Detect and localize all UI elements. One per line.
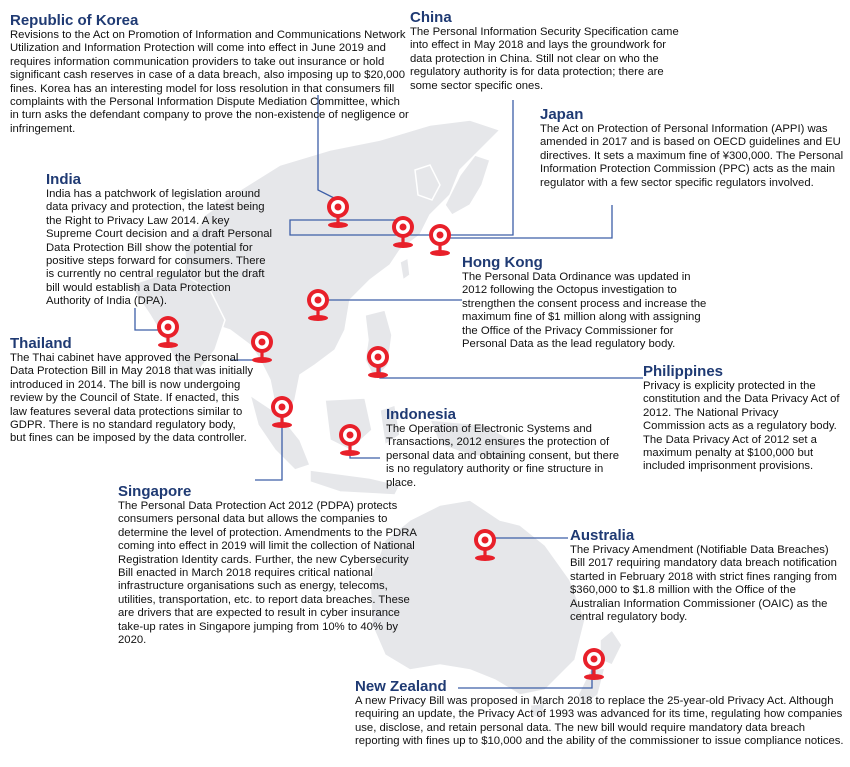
region-china [410, 9, 684, 93]
pin-china-icon [392, 216, 414, 248]
region-text: Revisions to the Act on Promotion of Information and Communications Network Utilization and Information Protection will come into effect in June 2019 and requires information communication providers to take out insurance or hold significant cash reserves in case of a data breach, also imposing up to $20,000 fines. Korea has an interesting model for loss resolution in that consumers fill complaints with the Personal Information Dispute Mediation Committee, which in turn asks the defendant company to prove the non-existence of negligence or infringement. [10, 29, 409, 135]
region-text: The Privacy Amendment (Notifiable Data Breaches) Bill 2017 requiring mandatory data breach notification started in February 2018 with strict fines ranging from $360,000 to $1.8 million with the Office of the Australian Information Commissioner (OAIC) as the central regulatory body. [570, 544, 837, 624]
region-thailand [10, 335, 253, 446]
pin-japan-icon [429, 224, 451, 256]
region-korea [10, 12, 410, 136]
region-title: Singapore [118, 483, 192, 500]
region-text: The Thai cabinet have approved the Personal Data Protection Bill in May 2018 that was initially introduced in 2014. The bill is now undergoing review by the Council of State. If enacted, this law features several data protections similar to GDPR. There is no standard regulatory body, but fines can be imposed by the data controller. [10, 352, 253, 445]
region-title: China [410, 9, 452, 26]
region-title: Hong Kong [462, 254, 543, 271]
region-text: India has a patchwork of legislation around data privacy and protection, the latest being the Right to Privacy Law 2014. A key Supreme Court decision and a draft Personal Data Protection Bill show the potential for positive steps forward for consumers. There is currently no central regulator but the draft bill would establish a Data Protection Authority of India (DPA). [46, 188, 273, 308]
pin-hongkong-icon [307, 289, 329, 321]
region-title: Indonesia [386, 406, 457, 423]
pin-newzealand-icon [583, 648, 605, 680]
region-australia [570, 527, 840, 624]
region-title: Japan [540, 106, 584, 123]
region-japan [540, 106, 845, 190]
region-philippines [643, 363, 843, 474]
region-title: New Zealand [355, 678, 447, 695]
pin-singapore-icon [271, 396, 293, 428]
region-title: Republic of Korea [10, 12, 139, 29]
pin-indonesia-icon [339, 424, 361, 456]
region-hongkong [462, 254, 717, 351]
region-title: India [46, 171, 82, 188]
region-title: Thailand [10, 335, 72, 352]
region-text: The Operation of Electronic Systems and Transactions, 2012 ensures the protection of personal data and obtaining consent, but there is no regulatory authority or fine structure in place. [386, 423, 620, 489]
region-newzealand [355, 678, 845, 749]
connector-philippines [380, 360, 643, 378]
region-text: The Personal Data Ordinance was updated in 2012 following the Octopus investigation to strengthen the consent process and increase the maximum fine of $1 million along with assigning the Office of the Privacy Commissioner for Personal Data as the lead regulatory body. [462, 271, 707, 351]
region-india [46, 171, 276, 309]
region-text: Privacy is explicity protected in the constitution and the Data Privacy Act of 2012. The National Privacy Commission acts as a regulatory body. The Data Privacy Act of 2012 set a maximum penalty at $100,000 but included imprisonment provisions. [643, 380, 840, 473]
pin-australia-icon [474, 529, 496, 561]
pin-korea-icon [327, 196, 349, 228]
region-text: The Personal Information Security Specification came into effect in May 2018 and lays the groundwork for data protection in China. Still not clear on who the regulatory authority is for data protection; there are some sector specific ones. [410, 26, 679, 92]
region-title: Australia [570, 527, 635, 544]
pin-philippines-icon [367, 346, 389, 378]
region-indonesia [386, 406, 626, 490]
region-text: A new Privacy Bill was proposed in March 2018 to replace the 25-year-old Privacy Act. Although requiring an update, the Privacy Act of 1993 was advanced for its time, regulating how companies use, disclose, and retain personal data. The new bill would require mandatory data breach reporting with fines up to $10,000 and the ability of the commissioner to issue compliance notices. [355, 695, 844, 748]
region-text: The Act on Protection of Personal Information (APPI) was amended in 2017 and is based on OECD guidelines and EU directives. It sets a maximum fine of ¥300,000. The Personal Information Protection Commission (PPC) acts as the main regulator with a few sector specific regulators involved. [540, 123, 844, 189]
region-title: Philippines [643, 363, 724, 380]
region-singapore [118, 483, 418, 647]
connector-japan [440, 205, 612, 238]
pin-thailand-icon [251, 331, 273, 363]
region-text: The Personal Data Protection Act 2012 (PDPA) protects consumers personal data but allows the companies to determine the level of protection. Amendments to the PDRA coming into effect in 2019 will limit the collection of National Registration Identity cards. Further, the new Cybersecurity Bill enacted in March 2018 requires critical national infrastructure organisations such as energy, telecoms, utilities, transportation, etc. to report data breaches. These are drivers that are expected to result in cyber insurance take-up rates in Singapore jumping from 10% to 40% by 2020. [118, 500, 417, 647]
